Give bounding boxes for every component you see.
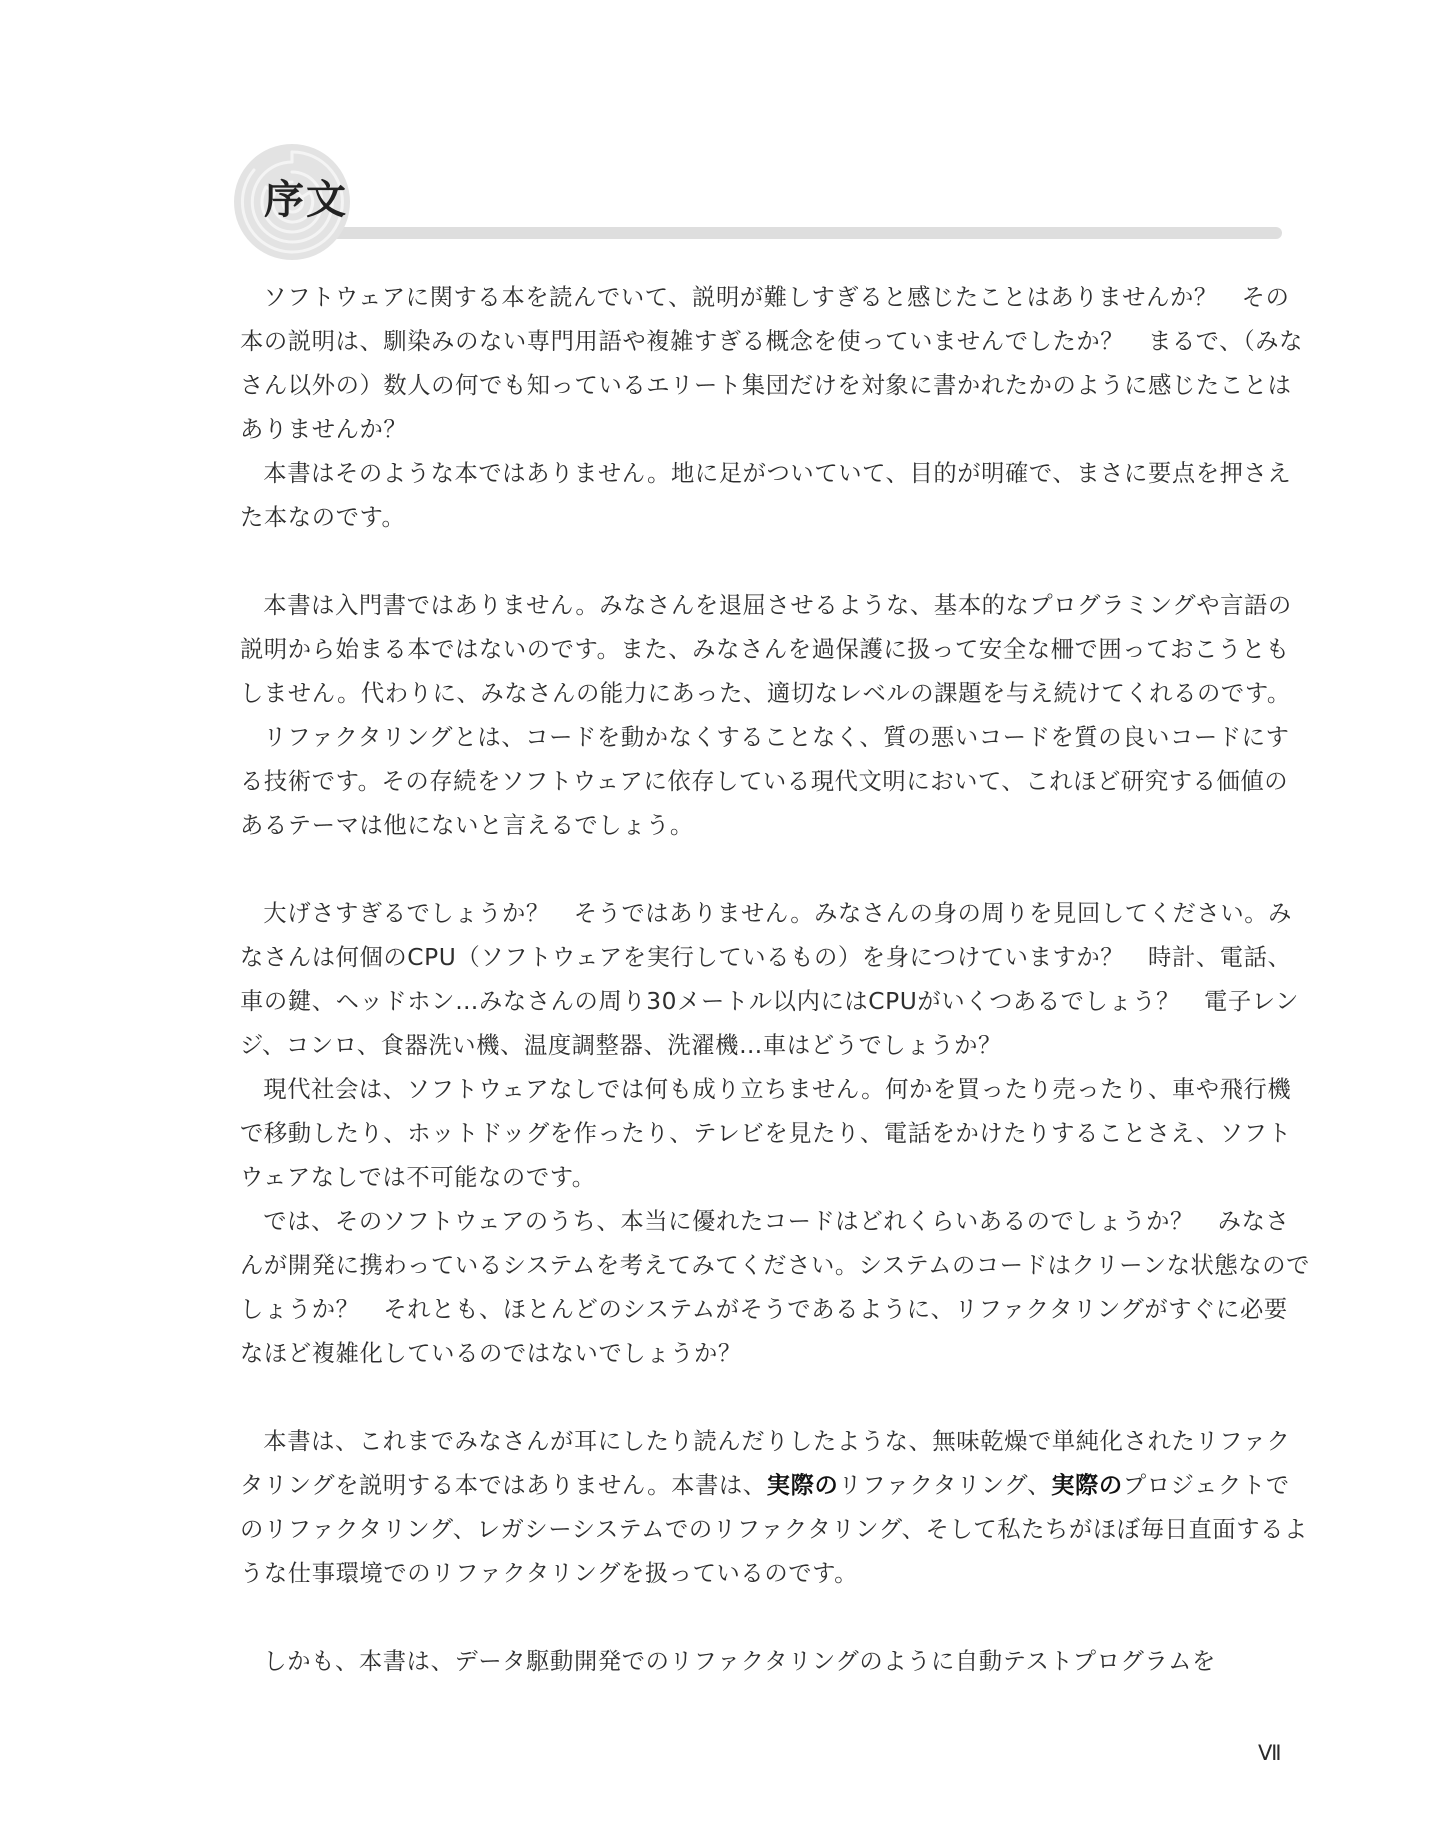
paragraph-2: 本書はそのような本ではありません。地に足がついていて、目的が明確で、まさに要点を押さえた本なのです。 [240,460,1292,531]
chapter-heading [232,142,1282,262]
paragraph-3: 本書は入門書ではありません。みなさんを退屈させるような、基本的なプログラミングや言語の説明から始まる本ではないのです。また、みなさんを過保護に扱って安全な柵で囲っておこうともしません。代わりに、みなさんの能力にあった、適切なレベルの課題を与え続けてくれるのです。 [240,592,1292,707]
body-text [240,276,1310,1684]
paragraph-6: 現代社会は、ソフトウェアなしでは何も成り立ちません。何かを買ったり売ったり、車や飛行機で移動したり、ホットドッグを作ったり、テレビを見たり、電話をかけたりすることさえ、ソフトウェアなしでは不可能なのです。 [240,1076,1292,1191]
paragraph-7: では、そのソフトウェアのうち、本当に優れたコードはどれくらいあるのでしょうか？ みなさんが開発に携わっているシステムを考えてみてください。システムのコードはクリーンな状態なのでしょうか？ それとも、ほとんどのシステムがそうであるように、リファクタリングがすぐに必要なほど複雑化しているのではないでしょうか？ [240,1208,1310,1367]
heading-underline-bar [292,227,1282,239]
emphasis-actual-2: 実際の [1051,1472,1123,1499]
paragraph-9: しかも、本書は、データ駆動開発でのリファクタリングのように自動テストプログラムを [263,1648,1216,1675]
emphasis-actual-1: 実際の [766,1472,839,1499]
paragraph-8-text-2: リファクタリング、 [838,1472,1052,1499]
paragraph-4: リファクタリングとは、コードを動かなくすることなく、質の悪いコードを質の良いコードにする技術です。その存続をソフトウェアに依存している現代文明において、これほど研究する価値のあるテーマは他にないと言えるでしょう。 [240,724,1290,839]
paragraph-5: 大げさすぎるでしょうか？ そうではありません。みなさんの身の周りを見回してください。みなさんは何個のCPU（ソフトウェアを実行しているもの）を身につけていますか？ 時計、電話、車の鍵、ヘッドホン…みなさんの周り30メートル以内にはCPUがいくつあるでしょう？ 電子レンジ、コンロ、食器洗い機、温度調整器、洗濯機…車はどうでしょうか？ [240,900,1299,1059]
paragraph-8 [240,1420,1310,1596]
paragraph-1: ソフトウェアに関する本を読んでいて、説明が難しすぎると感じたことはありませんか？ その本の説明は、馴染みのない専門用語や複雑すぎる概念を使っていませんでしたか？ まるで、（みなさん以外の）数人の何でも知っているエリート集団だけを対象に書かれたかのように感じたことはありませんか？ [240,284,1304,443]
paragraph-8-text-3: プロジェクトでのリファクタリング、レガシーシステムでのリファクタリング、そして私たちがほぼ毎日直面するような仕事環境でのリファクタリングを扱っているのです。 [240,1472,1308,1587]
page-number: Ⅶ [1258,1741,1283,1765]
chapter-title: 序文 [264,177,348,223]
paragraph-8-text-1: 本書は、これまでみなさんが耳にしたり読んだりしたような、無味乾燥で単純化されたリファクタリングを説明する本ではありません。本書は、 [240,1428,1291,1499]
